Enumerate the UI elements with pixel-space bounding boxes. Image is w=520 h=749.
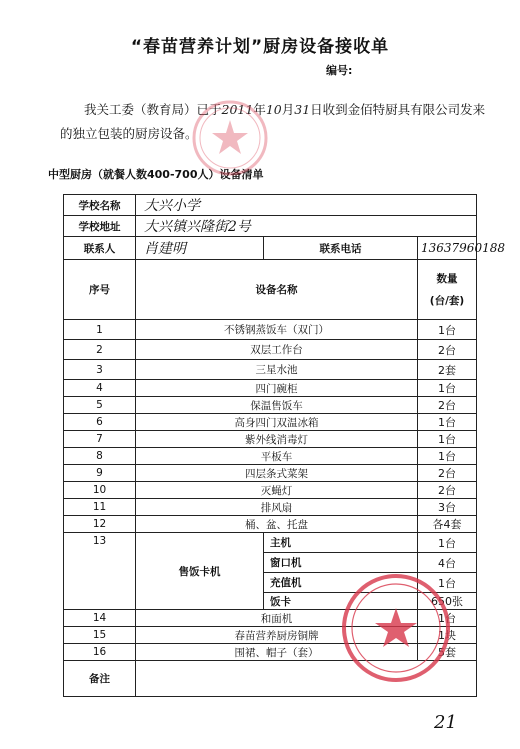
- row-qty: 2台: [418, 465, 477, 482]
- table-row: [64, 533, 477, 553]
- row-qty: 2台: [418, 482, 477, 499]
- contact-label: 联系人: [64, 237, 136, 260]
- intro-year: 2011: [221, 102, 254, 117]
- phone-value: 13637960188: [418, 237, 477, 260]
- row-name: 和面机: [136, 610, 418, 627]
- header-no: 序号: [64, 260, 136, 320]
- school-address-value: 大兴镇兴隆街2号: [136, 216, 477, 237]
- header-qty: [418, 260, 477, 320]
- contact-value: 肖建明: [136, 237, 264, 260]
- row-qty: 1台: [418, 320, 477, 340]
- row-name: 围裙、帽子（套）: [136, 644, 418, 661]
- table-row: [64, 431, 477, 448]
- intro-text-1: 我关工委（教育局）已于: [84, 102, 222, 117]
- row-qty: 1台: [418, 610, 477, 627]
- row-qty: 2台: [418, 340, 477, 360]
- row-no: 3: [64, 360, 136, 380]
- row-no: [64, 533, 136, 610]
- row13-no: 13: [92, 535, 107, 547]
- table-row: [64, 320, 477, 340]
- row-no: 6: [64, 414, 136, 431]
- row-name: 紫外线消毒灯: [136, 431, 418, 448]
- intro-text-2: 年: [253, 102, 266, 117]
- header-name: 设备名称: [136, 260, 418, 320]
- row13-item-qty: 4台: [418, 553, 477, 573]
- row13-item-qty: 650张: [418, 593, 477, 610]
- row-qty: 1台: [418, 414, 477, 431]
- row-name: 桶、盆、托盘: [136, 516, 418, 533]
- school-address-row: [64, 216, 477, 237]
- row-no: 14: [64, 610, 136, 627]
- school-name-label: 学校名称: [64, 195, 136, 216]
- card-machine-group-label: 售饭卡机: [136, 533, 264, 610]
- row-no: 10: [64, 482, 136, 499]
- intro-day: 31: [294, 102, 311, 117]
- row-no: 8: [64, 448, 136, 465]
- school-name-row: [64, 195, 477, 216]
- row-no: 4: [64, 380, 136, 397]
- row-name: 三星水池: [136, 360, 418, 380]
- row-qty: 2台: [418, 397, 477, 414]
- document-title: “春苗营养计划”厨房设备接收单: [130, 37, 390, 57]
- school-address-label: 学校地址: [64, 216, 136, 237]
- row-no: 1: [64, 320, 136, 340]
- header-qty-line1: 数量: [436, 272, 458, 285]
- row-no: 5: [64, 397, 136, 414]
- table-row: [64, 414, 477, 431]
- row-no: 12: [64, 516, 136, 533]
- row-name: 高身四门双温冰箱: [136, 414, 418, 431]
- phone-label: 联系电话: [264, 237, 418, 260]
- table-header-row: [64, 260, 477, 320]
- row-no: 15: [64, 627, 136, 644]
- intro-text-4: 日收到金佰特厨具有限公司发来的独立包装的厨房设备。: [60, 102, 486, 141]
- serial-number-label: 编号:: [326, 64, 353, 77]
- row-name: 四层条式菜架: [136, 465, 418, 482]
- row-no: 9: [64, 465, 136, 482]
- row-qty: 1块: [418, 627, 477, 644]
- row-name: 灭蝇灯: [136, 482, 418, 499]
- row13-item-name: 主机: [264, 533, 418, 553]
- header-qty-line2: (台/套): [429, 294, 465, 307]
- table-row: [64, 516, 477, 533]
- remark-label: 备注: [64, 661, 136, 697]
- table-row: [64, 448, 477, 465]
- intro-month: 10: [265, 102, 282, 117]
- row13-item-name: 充值机: [264, 573, 418, 593]
- row-qty: 1台: [418, 431, 477, 448]
- contact-row: [64, 237, 477, 260]
- equipment-list-title: 中型厨房（就餐人数400-700人）设备清单: [48, 168, 264, 181]
- intro-paragraph: [60, 98, 492, 146]
- row-name: 平板车: [136, 448, 418, 465]
- table-row: [64, 482, 477, 499]
- row-qty: 各4套: [418, 516, 477, 533]
- row13-item-qty: 1台: [418, 533, 477, 553]
- row-qty: 2套: [418, 360, 477, 380]
- row-name: 四门碗柜: [136, 380, 418, 397]
- row-no: 16: [64, 644, 136, 661]
- row-name: 不锈钢蒸饭车（双门）: [136, 320, 418, 340]
- intro-text-3: 月: [281, 102, 295, 117]
- row-qty: 5套: [418, 644, 477, 661]
- page-number: 21: [434, 712, 457, 733]
- remark-row: [64, 661, 477, 697]
- table-row: [64, 360, 477, 380]
- school-name-value: 大兴小学: [136, 195, 477, 216]
- table-row: [64, 644, 477, 661]
- row-qty: 1台: [418, 380, 477, 397]
- row-name: 排风扇: [136, 499, 418, 516]
- row-no: 7: [64, 431, 136, 448]
- table-row: [64, 610, 477, 627]
- table-row: [64, 465, 477, 482]
- table-row: [64, 627, 477, 644]
- row13-item-name: 饭卡: [264, 593, 418, 610]
- table-row: [64, 499, 477, 516]
- table-row: [64, 340, 477, 360]
- row13-item-qty: 1台: [418, 573, 477, 593]
- row-qty: 1台: [418, 448, 477, 465]
- row-name: 春苗营养厨房铜牌: [136, 627, 418, 644]
- row-qty: 3台: [418, 499, 477, 516]
- table-row: [64, 380, 477, 397]
- equipment-table: [63, 194, 505, 697]
- row-name: 双层工作台: [136, 340, 418, 360]
- row-no: 2: [64, 340, 136, 360]
- row-no: 11: [64, 499, 136, 516]
- row-name: 保温售饭车: [136, 397, 418, 414]
- remark-value: [136, 661, 477, 697]
- row13-item-name: 窗口机: [264, 553, 418, 573]
- table-row: [64, 397, 477, 414]
